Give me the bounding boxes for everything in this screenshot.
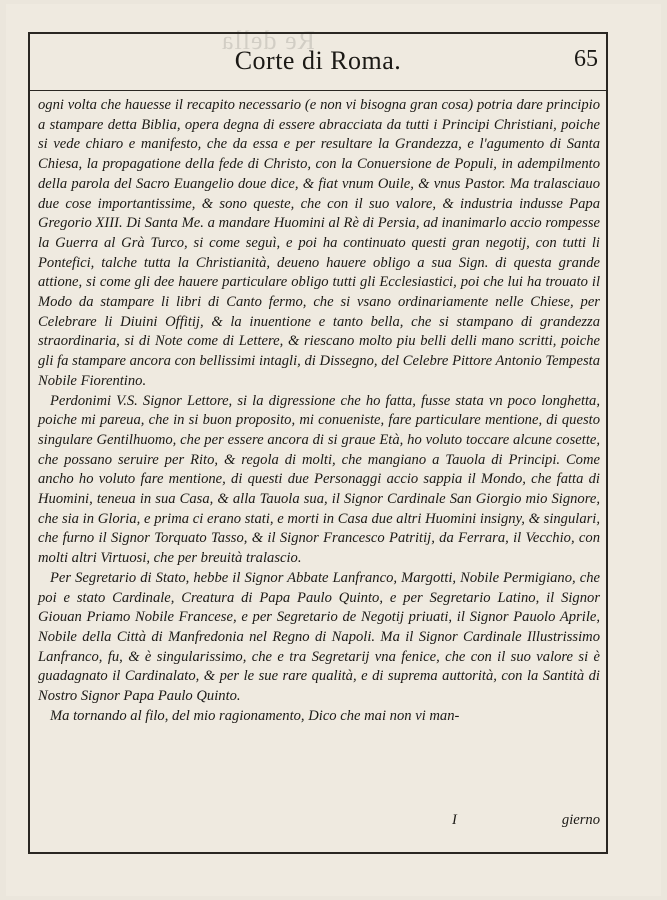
paragraph: Perdonimi V.S. Signor Lettore, si la digressione che ho fatta, fusse stata vn poco longhetta, poiche mi pareua, che in si buon proposito, mi conueniste, fare particulare mentione, di questo singulare Gentilhuomo, che per essere ancora di si graue Età, ho voluto toccare alcune cosette, che possano seruire per Rito, & regola di molti, che mangiano a Tauola di Principi. Come ancho ho voluto fare mentione, di questi due Personaggi accio sappia il Mondo, che fatta di Huomini, teneua in sua Casa, & alla Tauola sua, il Signor Cardinale San Giorgio mio Signore, che sia in Gloria, e prima ci erano stati, e morti in Casa due altri Huomini insigny, & singulari, che furno il Signor Torquato Tasso, & il Signor Francesco Patritij, da Ferrara, il Vecchio, con molti altri Virtuosi, che per breuità tralascio. [38,392,600,567]
catchword: gierno [561,812,600,828]
body-text [38,96,600,727]
footer-line [30,812,600,832]
paragraph: Ma tornando al filo, del mio ragionamento, Dico che mai non vi man- [50,707,460,724]
page-number: 65 [574,46,598,72]
header-rule [30,90,606,91]
text-block-frame [28,32,608,854]
show-through-text: Re della [221,26,315,55]
paragraph: Per Segretario di Stato, hebbe il Signor Abbate Lanfranco, Margotti, Nobile Permigiano, che poi e stato Cardinale, Creatura di Papa Paulo Quinto, e per Segretario Latino, il Signor Giouan Priamo Nobile Francese, e per Segretario de Negotij priuati, il Signor Pauolo Aprile, Nobile della Città di Manfredonia nel Regno di Napoli. Ma il Signor Cardinale Illustrissimo Lanfranco, fu, & è singularissimo, che e tra Segretarij vna fenice, che con il suo valore si è guadagnato il Cardinalato, & per le sue rare qualità, e di suprema auttorità, con la Santità di Nostro Signor Papa Paulo Quinto. [38,569,600,705]
page-sheet [6,4,661,896]
signature-mark: I [452,812,457,828]
paragraph: ogni volta che hauesse il recapito necessario (e non vi bisogna gran cosa) potria dare principio a stampare detta Biblia, opera degna di essere abracciata da tutti i Principi Christiani, poiche si vede chiaro e manifesto, che da essa e per resultare la Grandezza, e l'agumento di Santa Chiesa, la propagatione della fede di Christo, con la Conuersione de Populi, in adempilmento della parola del Sacro Euangelio doue dice, & fiat vnum Ouile, & vnus Pastor. Ma tralasciauo due cose importantissime, & sono queste, che con il suo valore, & industria indusse Papa Gregorio XIII. Di Santa Me. a mandare Huomini al Rè di Persia, ad inanimarlo accio rompesse la Guerra al Grà Turco, si come seguì, e poi ha continuato questi gran negotij, con tutti li Pontefici, talche tutta la Christianità, deueno hauere obligo a sua Sign. di questa grande attione, si come gli dee hauere particulare obligo tutti gli Ecclesiastici, poi che lui ha trouato il Modo da stampare li libri di Canto fermo, che si vsano ordinariamente nelle Chiese, per Celebrare li Diuini Offitij, & la inuentione e tanto bella, che si stampano di grandezza straordinaria, si di Note come di Lettere, & riescano molto piu belli delli mano scritti, poiche gli fa stampare ancora con bellissimi intagli, di Dissegno, del Celebre Pittore Antonio Tempesta Nobile Fiorentino. [38,97,600,389]
running-head: Corte di Roma. [234,46,402,75]
